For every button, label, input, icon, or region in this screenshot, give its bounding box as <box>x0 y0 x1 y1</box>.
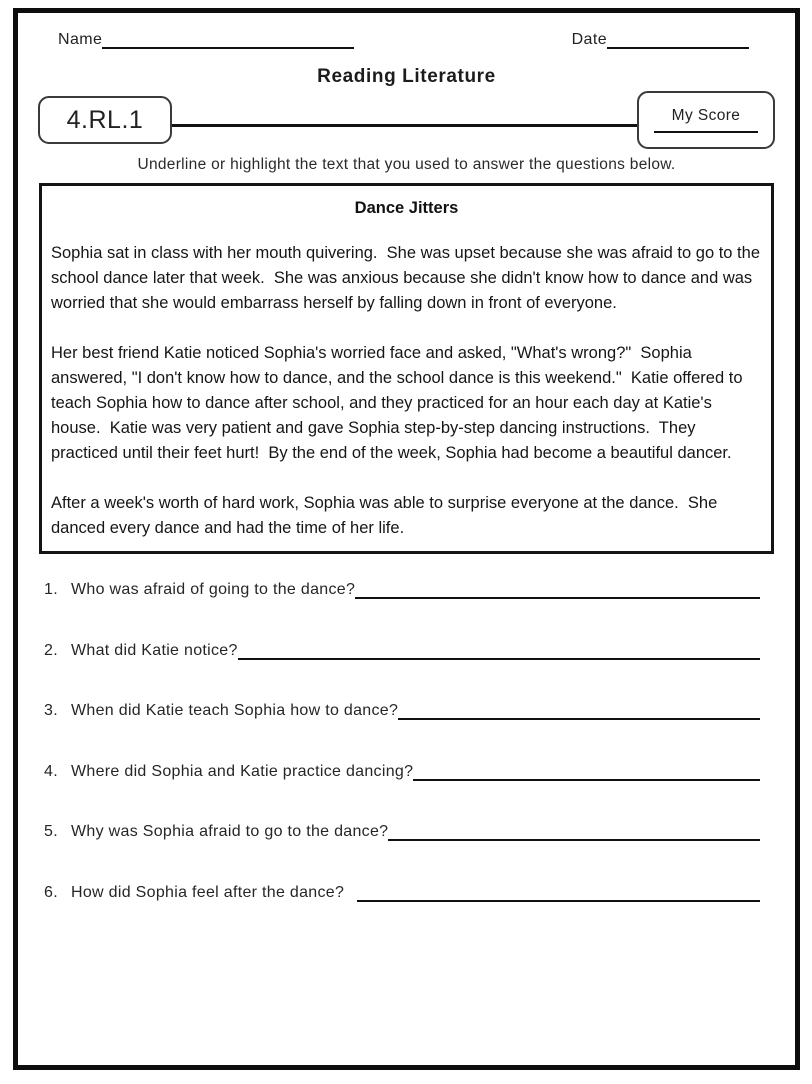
answer-blank-line[interactable] <box>388 836 760 841</box>
passage-paragraph: Her best friend Katie noticed Sophia's worried face and asked, "What's wrong?" Sophia answered, "I don't know how to dance, and the school dance is this weekend." Katie offered to teach Sophia how to dance after school, and they practiced for an hour each day at Katie's house. Katie was very patient and gave Sophia step-by-step dancing instructions. They practiced until their feet hurt! By the end of the week, Sophia had become a beautiful dancer. <box>51 344 748 462</box>
passage-paragraph: After a week's worth of hard work, Sophia was able to surprise everyone at the dance. She danced every dance and had the time of her life. <box>51 494 722 537</box>
worksheet-page <box>13 8 800 1070</box>
question-text: What did Katie notice? <box>71 641 238 659</box>
answer-blank-line[interactable] <box>357 897 760 902</box>
header-row <box>58 31 749 49</box>
question-text: Why was Sophia afraid to go to the dance? <box>71 823 389 840</box>
score-label: My Score <box>671 107 741 124</box>
passage-box <box>39 183 774 554</box>
question-number: 5. <box>44 823 58 840</box>
question-text: Who was afraid of going to the dance? <box>71 581 356 598</box>
question-row <box>44 642 760 660</box>
question-number: 6. <box>44 883 58 901</box>
date-field <box>572 31 749 49</box>
passage-title: Dance Jitters <box>354 199 459 217</box>
question-number: 2. <box>44 641 58 659</box>
standard-row <box>38 91 775 149</box>
instruction-text: Underline or highlight the text that you used to answer the questions below. <box>137 156 676 173</box>
question-text: Where did Sophia and Katie practice dancing? <box>71 762 414 780</box>
name-blank-line[interactable] <box>102 31 354 49</box>
question-row <box>44 581 760 599</box>
date-blank-line[interactable] <box>607 31 749 49</box>
answer-blank-line[interactable] <box>238 655 760 660</box>
question-number: 4. <box>44 762 58 780</box>
answer-blank-line[interactable] <box>355 594 760 599</box>
questions-list <box>44 581 760 902</box>
question-row <box>44 702 760 720</box>
question-row <box>44 884 760 902</box>
standard-badge: 4.RL.1 <box>38 96 172 144</box>
question-number: 1. <box>44 581 58 598</box>
name-label: Name <box>58 31 103 48</box>
score-blank-line[interactable] <box>654 129 758 133</box>
date-label: Date <box>571 31 607 48</box>
passage-text <box>51 241 765 541</box>
question-text: How did Sophia feel after the dance? <box>71 883 349 901</box>
answer-blank-line[interactable] <box>398 715 760 720</box>
question-row <box>44 823 760 841</box>
passage-paragraph: Sophia sat in class with her mouth quivering. She was upset because she was afraid to go to the school dance later that week. She was anxious because she didn't know how to dance and was worried that she would embarrass herself by falling down in front of everyone. <box>51 244 765 312</box>
question-number: 3. <box>44 702 58 719</box>
name-field <box>58 31 354 49</box>
question-text: When did Katie teach Sophia how to dance? <box>71 702 399 719</box>
question-row <box>44 763 760 781</box>
connector-line <box>172 124 637 127</box>
answer-blank-line[interactable] <box>413 776 760 781</box>
score-box <box>637 91 775 149</box>
page-title: Reading Literature <box>317 66 496 87</box>
